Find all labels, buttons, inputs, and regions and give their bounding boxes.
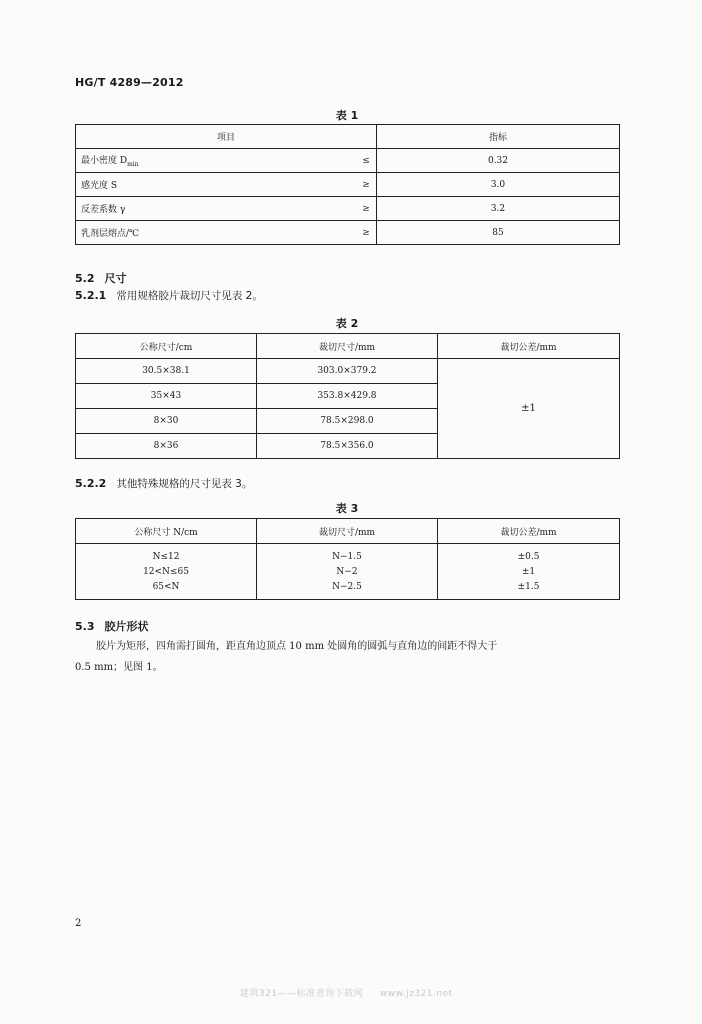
- table2-header-tolerance: 裁切公差/mm: [438, 334, 620, 359]
- table2-header-row: [76, 334, 620, 359]
- table2-caption: 表 2: [335, 317, 359, 330]
- table1-caption: 表 1: [335, 109, 359, 122]
- section-number: 5.2: [75, 272, 95, 285]
- table1-header-row: [76, 125, 620, 149]
- table1-cell-item: 感光度 S: [76, 173, 357, 197]
- table3-cell: N≤12: [152, 552, 180, 562]
- table2-cell: 78.5×356.0: [257, 434, 438, 459]
- table2: [75, 333, 620, 459]
- table1-cell-sym: ≥: [356, 197, 377, 221]
- table-row: [76, 149, 620, 173]
- table2-header-nominal: 公称尺寸/cm: [76, 334, 257, 359]
- table1-cell-item: 反差系数 γ: [76, 197, 357, 221]
- standard-code: HG/T 4289—2012: [75, 76, 184, 89]
- table1-header-item: 项目: [76, 125, 377, 149]
- watermark: 建筑321——标准查询下载网 www.jz321.net: [240, 989, 453, 999]
- scan-speck: ·: [360, 12, 363, 21]
- table1-cell-sym: ≥: [356, 221, 377, 245]
- table-row: [76, 221, 620, 245]
- table3-col-nominal: [76, 544, 257, 600]
- table3: [75, 518, 620, 600]
- table1-cell-item: 乳剂层熔点/℃: [76, 221, 357, 245]
- table-row: [76, 359, 620, 384]
- section-5-2-1: [75, 288, 263, 303]
- section-text: 常用规格胶片裁切尺寸见表 2。: [116, 290, 263, 302]
- table2-cell: 35×43: [76, 384, 257, 409]
- table3-cell: N−1.5: [332, 552, 362, 562]
- section-number: 5.2.1: [75, 289, 107, 302]
- table3-header-row: [76, 519, 620, 544]
- table3-col-cut: [257, 544, 438, 600]
- section-title: 尺寸: [104, 272, 127, 285]
- table2-cell: 8×30: [76, 409, 257, 434]
- table1: [75, 124, 620, 245]
- table1-cell-item: 最小密度 $D_{min}$: [76, 149, 357, 173]
- table-row: [76, 544, 620, 600]
- table3-cell: N−2.5: [332, 582, 362, 592]
- table3-header-nominal: 公称尺寸 N/cm: [76, 519, 257, 544]
- table2-cell: 8×36: [76, 434, 257, 459]
- section-text: 其他特殊规格的尺寸见表 3。: [116, 478, 253, 490]
- table1-cell-value: 85: [377, 221, 620, 245]
- section-number: 5.2.2: [75, 477, 107, 490]
- table3-header-cut: 裁切尺寸/mm: [257, 519, 438, 544]
- table2-tolerance-cell: ±1: [438, 359, 620, 459]
- table3-header-tolerance: 裁切公差/mm: [438, 519, 620, 544]
- section-5-3-para-line2: 0.5 mm；见图 1。: [75, 662, 163, 673]
- table3-cell: ±1.5: [517, 582, 540, 592]
- section-title: 胶片形状: [104, 620, 149, 633]
- section-5-3-para-line1: 胶片为矩形，四角需打圆角，距直角边顶点 10 mm 处圆角的圆弧与直角边的间距不得大于: [96, 641, 498, 652]
- page-number: 2: [75, 918, 82, 929]
- table-row: [76, 197, 620, 221]
- table2-cell: 78.5×298.0: [257, 409, 438, 434]
- table1-cell-sym: ≤: [356, 149, 377, 173]
- table1-header-value: 指标: [377, 125, 620, 149]
- table3-cell: ±1: [521, 567, 536, 577]
- table3-cell: 12<N≤65: [143, 567, 189, 577]
- section-5-2-heading: [75, 270, 127, 286]
- table2-cell: 303.0×379.2: [257, 359, 438, 384]
- table3-cell: N−2: [336, 567, 358, 577]
- table3-col-tolerance: [438, 544, 620, 600]
- table3-caption: 表 3: [335, 502, 359, 515]
- section-number: 5.3: [75, 620, 95, 633]
- section-5-2-2: [75, 476, 252, 491]
- table1-cell-value: 3.2: [377, 197, 620, 221]
- table1-cell-value: 0.32: [377, 149, 620, 173]
- section-5-3-heading: [75, 618, 149, 634]
- table2-cell: 353.8×429.8: [257, 384, 438, 409]
- table3-cell: ±0.5: [517, 552, 540, 562]
- table1-cell-sym: ≥: [356, 173, 377, 197]
- table2-header-cut: 裁切尺寸/mm: [257, 334, 438, 359]
- table1-cell-value: 3.0: [377, 173, 620, 197]
- table-row: [76, 173, 620, 197]
- table3-cell: 65<N: [152, 582, 180, 592]
- table2-cell: 30.5×38.1: [76, 359, 257, 384]
